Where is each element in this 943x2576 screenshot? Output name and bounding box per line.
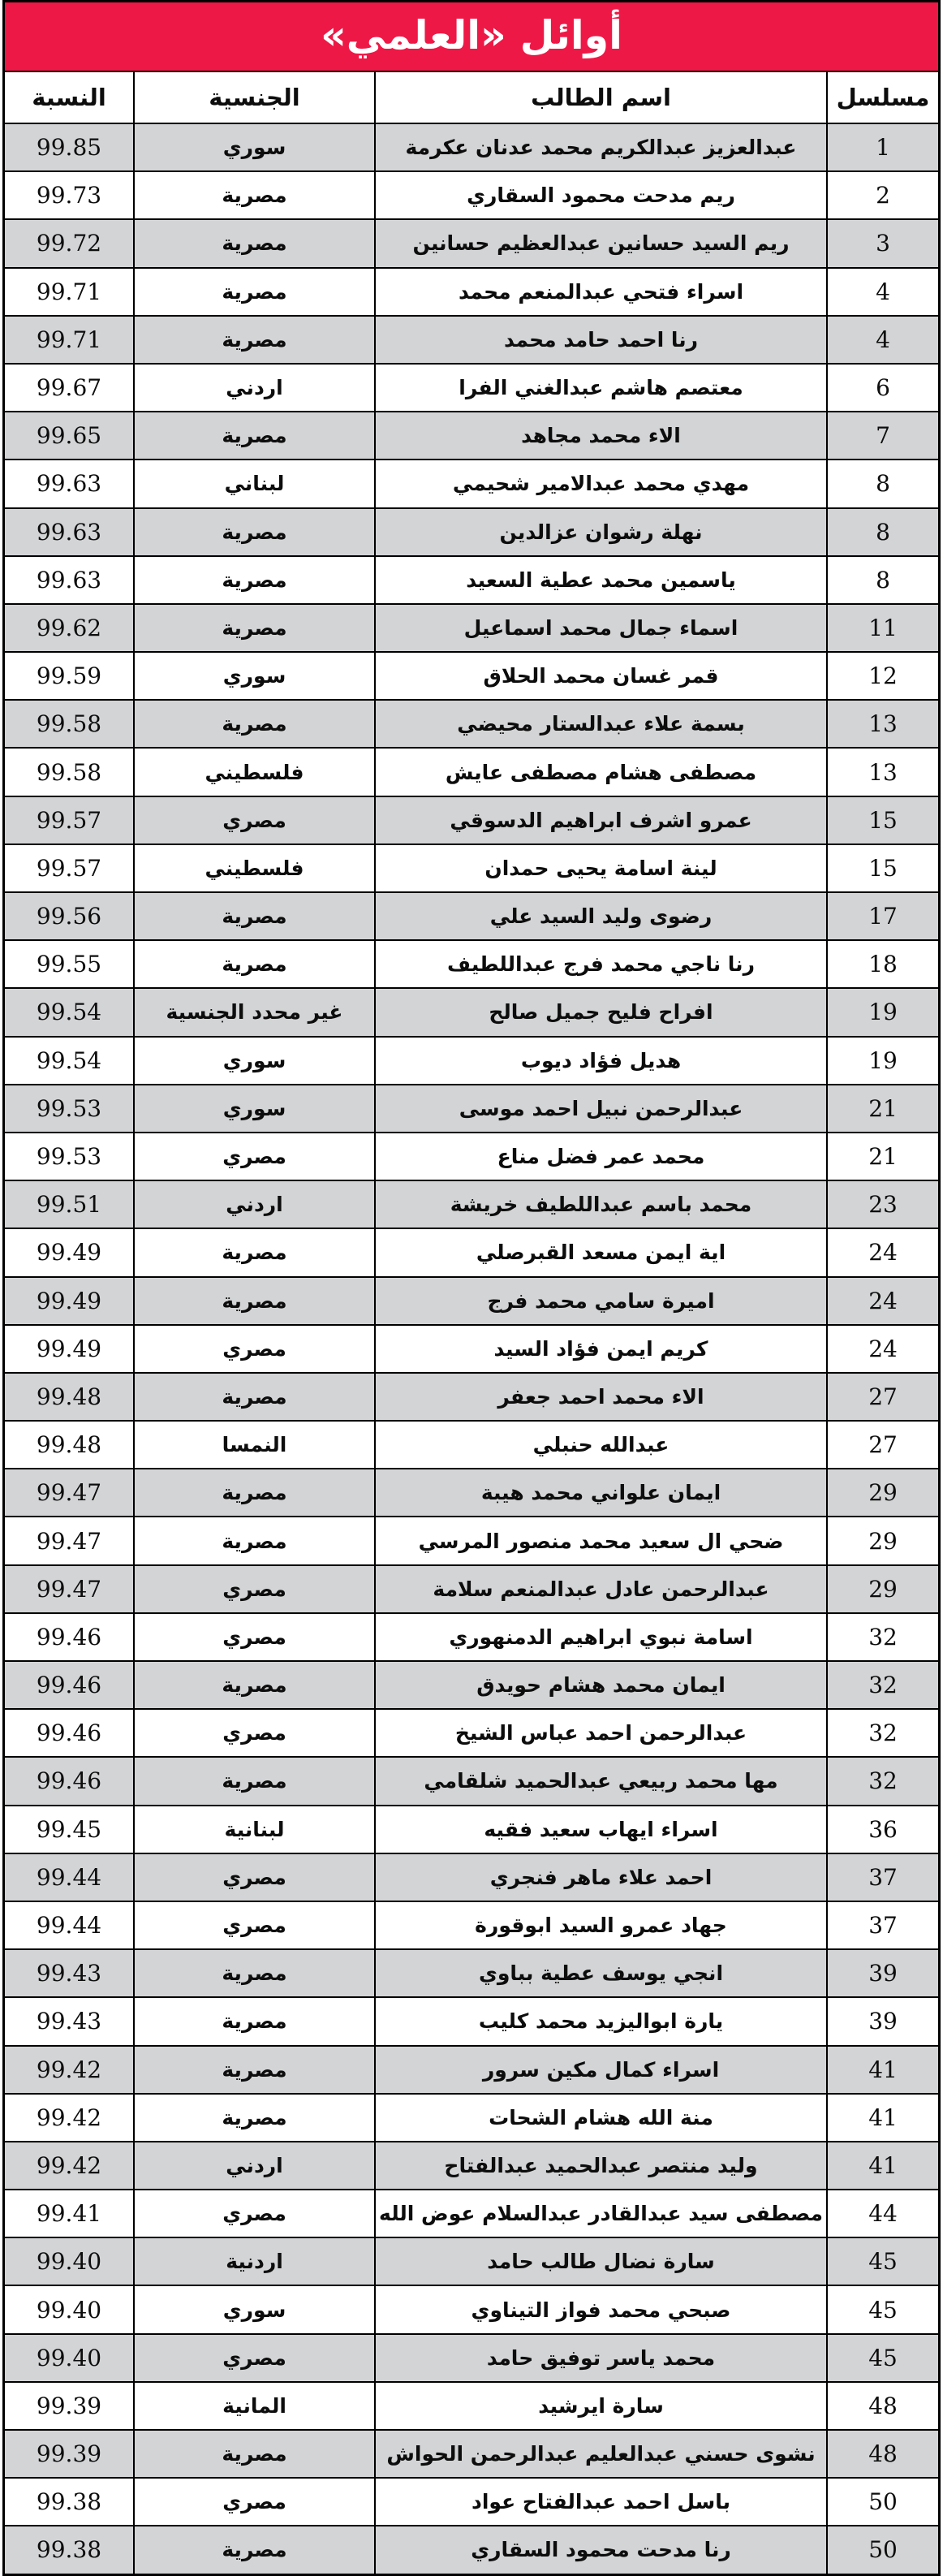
- nationality-cell: اردني: [135, 1181, 376, 1228]
- serial-cell: 15: [868, 854, 898, 882]
- nationality-cell: مصرية: [135, 1278, 376, 1324]
- student-name-cell: رنا احمد حامد محمد: [376, 317, 828, 363]
- serial-cell: 32: [868, 1719, 898, 1747]
- table-row: [5, 651, 938, 699]
- percentage-cell: 99.65: [5, 412, 135, 459]
- percentage-cell: 99.38: [5, 2526, 135, 2573]
- nationality-cell: مصري: [135, 1902, 376, 1948]
- serial-cell: 41: [868, 2104, 898, 2131]
- table-row: [5, 2141, 938, 2189]
- student-name-cell: اسراء كمال مكين سرور: [376, 2047, 828, 2093]
- percentage-cell: 99.38: [5, 2479, 135, 2525]
- nationality-cell: مصرية: [135, 172, 376, 218]
- table-row: [5, 1564, 938, 1612]
- student-name-cell: رنا ناجي محمد فرج عبداللطيف: [376, 941, 828, 987]
- table-row: [5, 123, 938, 170]
- serial-cell: 18: [868, 951, 898, 978]
- nationality-cell: مصرية: [135, 317, 376, 363]
- table-row: [5, 1372, 938, 1420]
- percentage-cell: 99.47: [5, 1566, 135, 1612]
- student-name-cell: عبدالعزيز عبدالكريم محمد عدنان عكرمة: [376, 124, 828, 170]
- serial-cell: 41: [868, 2151, 898, 2179]
- student-name-cell: رضوى وليد السيد علي: [376, 893, 828, 939]
- serial-cell: 15: [868, 806, 898, 834]
- table-row: [5, 2045, 938, 2093]
- serial-cell: 39: [868, 2008, 898, 2035]
- student-name-cell: عبدالرحمن احمد عباس الشيخ: [376, 1710, 828, 1756]
- table-row: [5, 315, 938, 363]
- table-row: [5, 891, 938, 939]
- student-name-cell: اسامة نبوي ابراهيم الدمنهوري: [376, 1614, 828, 1660]
- nationality-cell: لبناني: [135, 460, 376, 507]
- nationality-cell: مصرية: [135, 1374, 376, 1420]
- student-name-cell: عبدالرحمن نبيل احمد موسى: [376, 1085, 828, 1132]
- table-row: [5, 1612, 938, 1660]
- table-row: [5, 411, 938, 459]
- nationality-cell: لبنانية: [135, 1806, 376, 1853]
- student-name-cell: اسراء ايهاب سعيد فقيه: [376, 1806, 828, 1853]
- percentage-cell: 99.71: [5, 317, 135, 363]
- percentage-cell: 99.63: [5, 509, 135, 555]
- nationality-cell: المانية: [135, 2383, 376, 2429]
- table-row: [5, 555, 938, 603]
- nationality-cell: مصرية: [135, 1662, 376, 1708]
- student-name-cell: باسل احمد عبدالفتاح عواد: [376, 2479, 828, 2525]
- table-row: [5, 1516, 938, 1564]
- nationality-cell: مصري: [135, 2190, 376, 2237]
- percentage-cell: 99.39: [5, 2431, 135, 2477]
- serial-cell: 1: [876, 134, 890, 162]
- percentage-cell: 99.44: [5, 1902, 135, 1948]
- nationality-cell: اردني: [135, 2142, 376, 2189]
- serial-cell: 24: [868, 1335, 898, 1362]
- nationality-cell: مصرية: [135, 2095, 376, 2141]
- nationality-cell: مصرية: [135, 220, 376, 266]
- nationality-cell: مصرية: [135, 1469, 376, 1516]
- nationality-cell: مصرية: [135, 1229, 376, 1275]
- percentage-cell: 99.49: [5, 1278, 135, 1324]
- nationality-cell: سوري: [135, 1085, 376, 1132]
- serial-cell: 41: [868, 2056, 898, 2083]
- nationality-cell: سوري: [135, 2286, 376, 2332]
- serial-cell: 37: [868, 1912, 898, 1940]
- student-name-cell: نشوى حسني عبدالعليم عبدالرحمن الحواش: [376, 2431, 828, 2477]
- serial-cell: 45: [868, 2296, 898, 2324]
- column-header-nationality: الجنسية: [135, 72, 376, 123]
- serial-cell: 24: [868, 1239, 898, 1266]
- table-body: [5, 123, 938, 2574]
- percentage-cell: 99.72: [5, 220, 135, 266]
- student-name-cell: محمد باسم عبداللطيف خريشة: [376, 1181, 828, 1228]
- table-row: [5, 1853, 938, 1901]
- column-header-percentage: النسبة: [5, 72, 135, 123]
- results-table: [2, 0, 941, 2576]
- serial-cell: 19: [868, 1046, 898, 1074]
- serial-cell: 8: [876, 566, 890, 593]
- serial-cell: 2: [876, 182, 890, 209]
- serial-cell: 21: [868, 1143, 898, 1171]
- student-name-cell: ياسمين محمد عطية السعيد: [376, 557, 828, 603]
- table-row: [5, 2333, 938, 2381]
- serial-cell: 32: [868, 1672, 898, 1699]
- table-row: [5, 459, 938, 507]
- student-name-cell: الاء محمد احمد جعفر: [376, 1374, 828, 1420]
- student-name-cell: جهاد عمرو السيد ابوقورة: [376, 1902, 828, 1948]
- table-row: [5, 170, 938, 218]
- table-row: [5, 1468, 938, 1516]
- nationality-cell: مصرية: [135, 269, 376, 315]
- nationality-cell: مصرية: [135, 2526, 376, 2573]
- nationality-cell: مصرية: [135, 2047, 376, 2093]
- percentage-cell: 99.48: [5, 1374, 135, 1420]
- nationality-cell: مصري: [135, 1133, 376, 1180]
- serial-cell: 29: [868, 1479, 898, 1507]
- table-row: [5, 2525, 938, 2573]
- table-row: [5, 1708, 938, 1756]
- nationality-cell: مصري: [135, 1326, 376, 1372]
- student-name-cell: انجي يوسف عطية بباوي: [376, 1950, 828, 1996]
- percentage-cell: 99.46: [5, 1662, 135, 1708]
- nationality-cell: مصرية: [135, 1517, 376, 1564]
- table-row: [5, 1324, 938, 1372]
- table-row: [5, 267, 938, 315]
- nationality-cell: مصرية: [135, 1758, 376, 1804]
- student-name-cell: محمد ياسر توفيق حامد: [376, 2335, 828, 2381]
- table-row: [5, 796, 938, 844]
- student-name-cell: اسماء جمال محمد اسماعيل: [376, 605, 828, 651]
- serial-cell: 21: [868, 1094, 898, 1122]
- serial-cell: 36: [868, 1815, 898, 1843]
- percentage-cell: 99.63: [5, 460, 135, 507]
- percentage-cell: 99.40: [5, 2335, 135, 2381]
- percentage-cell: 99.43: [5, 1998, 135, 2044]
- student-name-cell: مصطفى هشام مصطفى عايش: [376, 749, 828, 795]
- student-name-cell: وليد منتصر عبدالحميد عبدالفتاح: [376, 2142, 828, 2189]
- nationality-cell: مصرية: [135, 1950, 376, 1996]
- table-header-row: [5, 71, 938, 123]
- percentage-cell: 99.41: [5, 2190, 135, 2237]
- percentage-cell: 99.44: [5, 1854, 135, 1901]
- percentage-cell: 99.48: [5, 1422, 135, 1468]
- table-row: [5, 218, 938, 266]
- table-row: [5, 2477, 938, 2525]
- serial-cell: 32: [868, 1623, 898, 1650]
- table-row: [5, 603, 938, 651]
- student-name-cell: اية ايمن مسعد القبرصلي: [376, 1229, 828, 1275]
- nationality-cell: مصرية: [135, 605, 376, 651]
- column-header-name: اسم الطالب: [376, 72, 828, 123]
- student-name-cell: كريم ايمن فؤاد السيد: [376, 1326, 828, 1372]
- student-name-cell: احمد علاء ماهر فنجري: [376, 1854, 828, 1901]
- student-name-cell: ايمان علواني محمد هيبة: [376, 1469, 828, 1516]
- nationality-cell: مصرية: [135, 509, 376, 555]
- student-name-cell: يارة ابواليزيد محمد كليب: [376, 1998, 828, 2044]
- table-row: [5, 2093, 938, 2141]
- nationality-cell: مصري: [135, 2335, 376, 2381]
- student-name-cell: بسمة علاء عبدالستار محيضي: [376, 701, 828, 747]
- percentage-cell: 99.62: [5, 605, 135, 651]
- serial-cell: 37: [868, 1863, 898, 1891]
- student-name-cell: محمد عمر فضل مناع: [376, 1133, 828, 1180]
- serial-cell: 45: [868, 2248, 898, 2276]
- nationality-cell: مصري: [135, 1614, 376, 1660]
- percentage-cell: 99.73: [5, 172, 135, 218]
- serial-cell: 32: [868, 1767, 898, 1795]
- student-name-cell: افراح فليح جميل صالح: [376, 989, 828, 1035]
- student-name-cell: سارة ايرشيد: [376, 2383, 828, 2429]
- nationality-cell: مصري: [135, 1566, 376, 1612]
- serial-cell: 6: [876, 374, 890, 402]
- nationality-cell: غير محدد الجنسية: [135, 989, 376, 1035]
- percentage-cell: 99.40: [5, 2238, 135, 2285]
- nationality-cell: مصري: [135, 2479, 376, 2525]
- nationality-cell: مصرية: [135, 1998, 376, 2044]
- table-row: [5, 1228, 938, 1275]
- nationality-cell: مصري: [135, 797, 376, 844]
- serial-cell: 8: [876, 470, 890, 498]
- nationality-cell: مصرية: [135, 2431, 376, 2477]
- table-row: [5, 1132, 938, 1180]
- table-row: [5, 1756, 938, 1804]
- percentage-cell: 99.45: [5, 1806, 135, 1853]
- percentage-cell: 99.46: [5, 1614, 135, 1660]
- column-header-serial: مسلسل: [836, 84, 930, 111]
- serial-cell: 17: [868, 903, 898, 930]
- serial-cell: 4: [876, 326, 890, 353]
- percentage-cell: 99.39: [5, 2383, 135, 2429]
- serial-cell: 45: [868, 2344, 898, 2371]
- percentage-cell: 99.43: [5, 1950, 135, 1996]
- table-row: [5, 747, 938, 795]
- student-name-cell: اميرة سامي محمد فرج: [376, 1278, 828, 1324]
- serial-cell: 19: [868, 999, 898, 1026]
- percentage-cell: 99.40: [5, 2286, 135, 2332]
- student-name-cell: سارة نضال طالب حامد: [376, 2238, 828, 2285]
- serial-cell: 13: [868, 758, 898, 786]
- percentage-cell: 99.55: [5, 941, 135, 987]
- serial-cell: 4: [876, 278, 890, 305]
- percentage-cell: 99.56: [5, 893, 135, 939]
- serial-cell: 50: [868, 2536, 898, 2564]
- percentage-cell: 99.54: [5, 989, 135, 1035]
- table-row: [5, 1276, 938, 1324]
- nationality-cell: مصرية: [135, 557, 376, 603]
- student-name-cell: صبحي محمد فواز التيناوي: [376, 2286, 828, 2332]
- serial-cell: 13: [868, 710, 898, 738]
- table-row: [5, 1660, 938, 1708]
- table-row: [5, 1036, 938, 1084]
- percentage-cell: 99.58: [5, 701, 135, 747]
- student-name-cell: عبدالرحمن عادل عبدالمنعم سلامة: [376, 1566, 828, 1612]
- table-row: [5, 939, 938, 987]
- student-name-cell: ضحي ال سعيد محمد منصور المرسي: [376, 1517, 828, 1564]
- student-name-cell: عبدالله حنبلي: [376, 1422, 828, 1468]
- serial-cell: 7: [876, 422, 890, 450]
- student-name-cell: منة الله هشام الشحات: [376, 2095, 828, 2141]
- table-row: [5, 363, 938, 411]
- percentage-cell: 99.57: [5, 797, 135, 844]
- serial-cell: 24: [868, 1287, 898, 1314]
- serial-cell: 27: [868, 1383, 898, 1410]
- nationality-cell: سوري: [135, 653, 376, 699]
- serial-cell: 11: [868, 614, 898, 641]
- student-name-cell: لينة اسامة يحيى حمدان: [376, 845, 828, 891]
- nationality-cell: سوري: [135, 1038, 376, 1084]
- student-name-cell: ايمان محمد هشام حويدق: [376, 1662, 828, 1708]
- student-name-cell: هديل فؤاد ديوب: [376, 1038, 828, 1084]
- nationality-cell: مصري: [135, 1710, 376, 1756]
- student-name-cell: عمرو اشرف ابراهيم الدسوقي: [376, 797, 828, 844]
- percentage-cell: 99.53: [5, 1085, 135, 1132]
- serial-cell: 3: [876, 230, 890, 257]
- nationality-cell: مصرية: [135, 412, 376, 459]
- nationality-cell: مصرية: [135, 941, 376, 987]
- nationality-cell: سوري: [135, 124, 376, 170]
- table-row: [5, 1420, 938, 1468]
- student-name-cell: مها محمد ربيعي عبدالحميد شلقامي: [376, 1758, 828, 1804]
- table-row: [5, 1084, 938, 1132]
- serial-cell: 50: [868, 2488, 898, 2516]
- serial-cell: 39: [868, 1960, 898, 1987]
- table-row: [5, 844, 938, 891]
- table-row: [5, 2237, 938, 2285]
- student-name-cell: اسراء فتحي عبدالمنعم محمد: [376, 269, 828, 315]
- percentage-cell: 99.46: [5, 1710, 135, 1756]
- serial-cell: 29: [868, 1575, 898, 1603]
- student-name-cell: الاء محمد مجاهد: [376, 412, 828, 459]
- percentage-cell: 99.57: [5, 845, 135, 891]
- nationality-cell: النمسا: [135, 1422, 376, 1468]
- table-row: [5, 1948, 938, 1996]
- student-name-cell: معتصم هاشم عبدالغني الفرا: [376, 365, 828, 411]
- percentage-cell: 99.71: [5, 269, 135, 315]
- table-row: [5, 1180, 938, 1228]
- serial-cell: 27: [868, 1431, 898, 1459]
- percentage-cell: 99.54: [5, 1038, 135, 1084]
- serial-cell: 48: [868, 2392, 898, 2419]
- nationality-cell: اردنية: [135, 2238, 376, 2285]
- table-row: [5, 2189, 938, 2237]
- nationality-cell: مصري: [135, 1854, 376, 1901]
- serial-cell: 44: [868, 2200, 898, 2228]
- table-row: [5, 987, 938, 1035]
- table-title: أوائل «العلمي»: [321, 11, 622, 58]
- student-name-cell: قمر غسان محمد الحلاق: [376, 653, 828, 699]
- table-row: [5, 2285, 938, 2332]
- percentage-cell: 99.49: [5, 1229, 135, 1275]
- percentage-cell: 99.42: [5, 2095, 135, 2141]
- percentage-cell: 99.42: [5, 2047, 135, 2093]
- percentage-cell: 99.46: [5, 1758, 135, 1804]
- percentage-cell: 99.53: [5, 1133, 135, 1180]
- percentage-cell: 99.67: [5, 365, 135, 411]
- percentage-cell: 99.42: [5, 2142, 135, 2189]
- student-name-cell: ريم مدحت محمود السقاري: [376, 172, 828, 218]
- nationality-cell: فلسطيني: [135, 845, 376, 891]
- student-name-cell: مصطفى سيد عبدالقادر عبدالسلام عوض الله: [376, 2190, 828, 2237]
- serial-cell: 12: [868, 662, 898, 690]
- percentage-cell: 99.51: [5, 1181, 135, 1228]
- nationality-cell: اردني: [135, 365, 376, 411]
- percentage-cell: 99.58: [5, 749, 135, 795]
- table-title-banner: [5, 2, 938, 71]
- serial-cell: 48: [868, 2440, 898, 2468]
- percentage-cell: 99.47: [5, 1517, 135, 1564]
- student-name-cell: ريم السيد حسانين عبدالعظيم حسانين: [376, 220, 828, 266]
- student-name-cell: رنا مدحت محمود السقاري: [376, 2526, 828, 2573]
- table-row: [5, 2429, 938, 2477]
- nationality-cell: مصرية: [135, 893, 376, 939]
- nationality-cell: فلسطيني: [135, 749, 376, 795]
- percentage-cell: 99.47: [5, 1469, 135, 1516]
- student-name-cell: نهلة رشوان عزالدين: [376, 509, 828, 555]
- serial-cell: 23: [868, 1191, 898, 1219]
- percentage-cell: 99.63: [5, 557, 135, 603]
- serial-cell: 29: [868, 1527, 898, 1555]
- serial-cell: 8: [876, 518, 890, 546]
- table-row: [5, 1901, 938, 1948]
- table-row: [5, 699, 938, 747]
- nationality-cell: مصرية: [135, 701, 376, 747]
- student-name-cell: مهدي محمد عبدالامير شحيمي: [376, 460, 828, 507]
- percentage-cell: 99.49: [5, 1326, 135, 1372]
- percentage-cell: 99.59: [5, 653, 135, 699]
- table-row: [5, 2381, 938, 2429]
- table-row: [5, 1805, 938, 1853]
- percentage-cell: 99.85: [5, 124, 135, 170]
- table-row: [5, 1996, 938, 2044]
- table-row: [5, 507, 938, 555]
